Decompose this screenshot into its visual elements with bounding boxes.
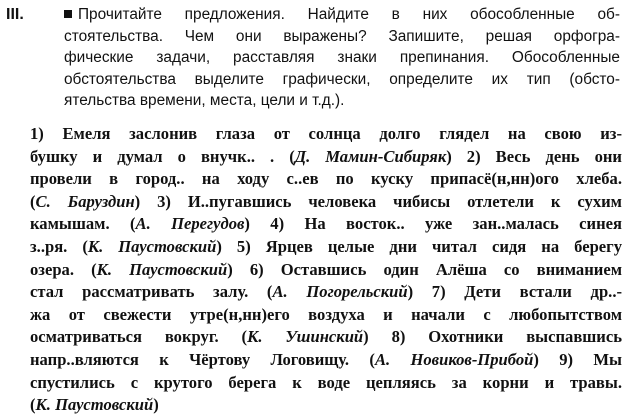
author-name: К. Ушинский (247, 327, 364, 347)
sentence-text: озера. ( (30, 259, 97, 279)
exercise-line (30, 394, 622, 417)
sentence-text: провели в город.. на ходу с..ев по куску припасё(н,нн)ого хлеба. (30, 169, 622, 189)
sentence-text: ( (30, 191, 36, 211)
exercise-line (30, 326, 622, 349)
author-name: А. Перегудов (135, 214, 245, 234)
exercise-line (30, 123, 622, 146)
exercise-line (30, 259, 622, 282)
author-name: К. Паустовский (87, 236, 217, 256)
sentence-text: ) 9) Мы (533, 349, 622, 369)
instruction-line: фические задачи, расставляя знаки препинания. Обособленные (64, 49, 620, 67)
square-bullet-icon (64, 10, 72, 18)
sentence-text: камышам. ( (30, 214, 136, 234)
exercise-line (30, 372, 622, 395)
sentence-text: ( (30, 395, 36, 415)
sentence-text: з..ря. ( (30, 236, 88, 256)
sentence-text: ) 7) Дети встали др..- (407, 282, 622, 302)
sentence-text: ) 5) Ярцев целые дни читал сидя на берегу (216, 236, 623, 256)
author-name: Д. Мамин-Сибиряк (294, 146, 447, 166)
author-name: К. Паустовский (96, 259, 228, 279)
exercise-line (30, 236, 622, 259)
task-number: III. (6, 6, 24, 23)
instruction-line: ятельства времени, места, цели и т.д.). (64, 92, 345, 110)
sentence-text: напр..вляются к Чёртову Логовищу. ( (30, 349, 375, 369)
instruction-line: обстоятельства выделите графически, определите их тип (обсто- (64, 70, 620, 88)
sentence-text: ) 6) Оставшись один Алёша со вниманием (227, 259, 623, 279)
sentence-text: бушку и думал о внучк.. . ( (30, 146, 295, 166)
sentence-text: 1) Емеля заслонив глаза от солнца долго глядел на свою из- (30, 124, 622, 143)
exercise-line (30, 281, 622, 304)
exercise-line (30, 349, 622, 372)
sentence-text: осматриваться вокруг. ( (30, 327, 248, 347)
task-instruction (64, 4, 620, 112)
sentence-text: ) 2) Весь день они (446, 146, 622, 166)
sentence-text: жа от свежести утре(н,нн)его воздуха и начали с любопытством (30, 304, 622, 324)
exercise-line (30, 304, 622, 327)
sentence-text: ) 4) На восток.. уже зан..малась синея (244, 214, 623, 234)
exercise-text (30, 123, 622, 417)
sentence-text: стал рассматривать залу. ( (30, 282, 273, 302)
sentence-text: ) (153, 395, 159, 415)
exercise-line (30, 168, 622, 191)
sentence-text: ) 3) И..пугавшись человека чибисы отлетели к сухим (134, 191, 622, 211)
author-name: К. Паустовский (35, 395, 154, 415)
exercise-line (30, 191, 622, 214)
exercise-line (30, 213, 622, 236)
exercise-line (30, 146, 622, 169)
author-name: А. Новиков-Прибой (374, 349, 534, 369)
sentence-text: ) 8) Охотники выспавшись (363, 327, 623, 347)
instruction-text: Прочитайте предложения. Найдите в них обособленные об- (78, 6, 620, 23)
instruction-line: стоятельства. Чем они выражены? Запишите, решая орфогра- (64, 27, 620, 45)
author-name: А. Погорельский (272, 282, 408, 302)
sentence-text: спустились с крутого берега к воде цепляясь за корни и травы. (30, 372, 622, 392)
author-name: С. Баруздин (35, 191, 135, 211)
instruction-line (64, 4, 620, 26)
